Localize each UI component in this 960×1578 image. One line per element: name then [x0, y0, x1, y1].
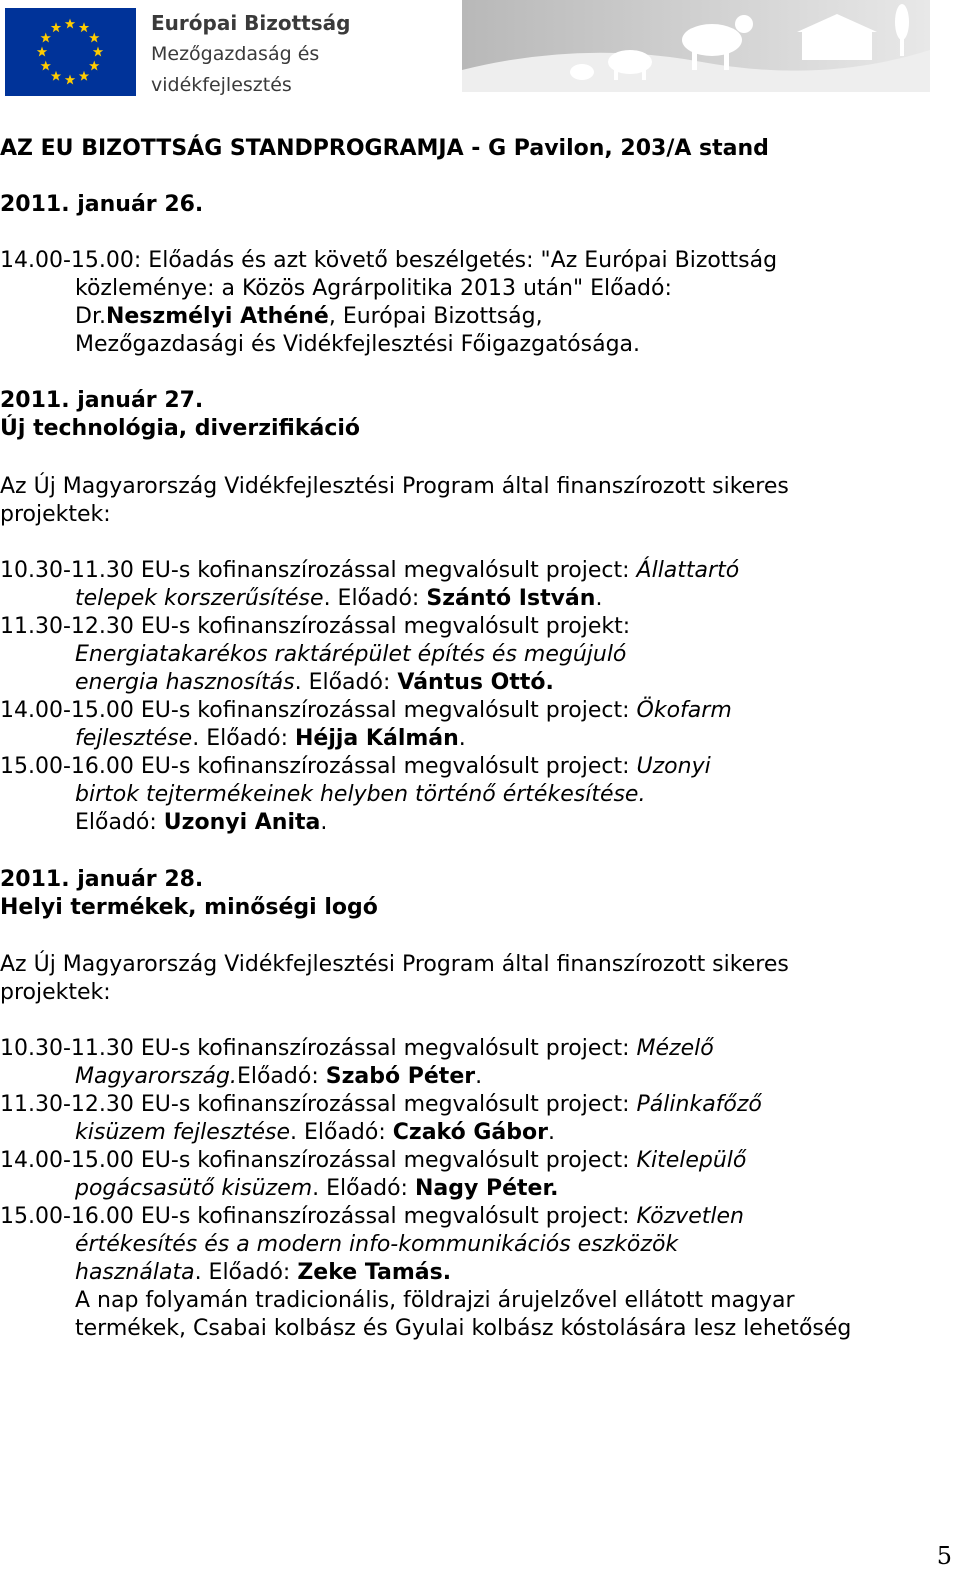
day3-note-line2: termékek, Csabai kolbász és Gyulai kolbász kóstolására lesz lehetőség [75, 1316, 852, 1341]
project-title: energia hasznosítás [75, 670, 295, 695]
day1-item1-line2: közleménye: a Közös Agrárpolitika 2013 után" Előadó: [75, 276, 672, 301]
project-title: fejlesztése [75, 726, 193, 751]
speaker-name: Uzonyi Anita [163, 810, 321, 835]
page-header [0, 0, 960, 100]
day3-item4-line1 [0, 1203, 744, 1231]
day3-item4-line2: értékesítés és a modern info-kommunikációs eszközök [75, 1232, 679, 1257]
text: , Európai Bizottság, [328, 304, 543, 329]
speaker-name: Szántó István [426, 586, 596, 611]
day1-date: 2011. január 26. [0, 192, 204, 217]
day3-note-line1: A nap folyamán tradicionális, földrajzi árujelzővel ellátott magyar [75, 1288, 795, 1313]
text: 14.00-15.00 EU-s kofinanszírozással megvalósult project: [0, 1148, 637, 1173]
day2-intro-line2: projektek: [0, 502, 111, 527]
text: . [548, 1120, 555, 1145]
day1-item1-line1: 14.00-15.00: Előadás és azt követő beszélgetés: "Az Európai Bizottság [0, 248, 778, 273]
text: . Előadó: [323, 586, 427, 611]
project-title: Közvetlen [636, 1204, 744, 1229]
org-line-1: Európai Bizottság [151, 11, 351, 35]
eu-flag-logo [5, 8, 136, 96]
day3-intro-line1: Az Új Magyarország Vidékfejlesztési Program által finanszírozott sikeres [0, 952, 789, 977]
day1-item1-line3 [75, 303, 543, 331]
project-title: telepek korszerűsítése [75, 586, 324, 611]
text: . Előadó: [294, 670, 398, 695]
day3-item4-line3 [75, 1259, 451, 1287]
day2-item1-line2 [75, 585, 602, 613]
speaker-name: Nagy Péter. [414, 1176, 559, 1201]
day3-item2-line1 [0, 1091, 762, 1119]
text: . Előadó: [194, 1260, 298, 1285]
organization-name [151, 8, 350, 101]
page-number: 5 [936, 1542, 952, 1570]
day2-intro-line1: Az Új Magyarország Vidékfejlesztési Program által finanszírozott sikeres [0, 474, 789, 499]
project-title: használata [75, 1260, 195, 1285]
text: . Előadó: [289, 1120, 393, 1145]
project-title: Állattartó [636, 558, 740, 583]
day2-item4-line2: birtok tejtermékeinek helyben történő értékesítése. [75, 782, 646, 807]
speaker-name: Héjja Kálmán [295, 726, 459, 751]
project-title: Ökofarm [636, 698, 732, 723]
day3-subtitle: Helyi termékek, minőségi logó [0, 895, 378, 920]
text: 10.30-11.30 EU-s kofinanszírozással megvalósult project: [0, 558, 637, 583]
project-title: kisüzem fejlesztése [75, 1120, 290, 1145]
speaker-name: Neszmélyi Athéné [105, 304, 329, 329]
text: . [458, 726, 466, 751]
day2-item4-line1 [0, 753, 711, 781]
day2-item2-line3 [75, 669, 554, 697]
day1-item1-line4: Mezőgazdasági és Vidékfejlesztési Főigazgatósága. [75, 332, 641, 357]
day2-date: 2011. január 27. [0, 388, 204, 413]
speaker-name: Czakó Gábor [392, 1120, 548, 1145]
text: . [595, 586, 603, 611]
project-title: Mézelő [636, 1036, 714, 1061]
text: Előadó: [75, 810, 164, 835]
day2-item1-line1 [0, 557, 739, 585]
day2-item3-line1 [0, 697, 732, 725]
text: Dr. [75, 304, 106, 329]
org-line-3: vidékfejlesztés [151, 74, 292, 96]
day3-item3-line1 [0, 1147, 746, 1175]
speaker-name: Szabó Péter [325, 1064, 476, 1089]
text: . Előadó: [312, 1176, 415, 1201]
text: . [320, 810, 328, 835]
day2-item2-line2: Energiatakarékos raktárépület építés és megújuló [75, 642, 627, 667]
org-line-2: Mezőgazdaság és [151, 43, 320, 65]
project-title: Pálinkafőző [636, 1092, 762, 1117]
day2-item3-line2 [75, 725, 466, 753]
text: 15.00-16.00 EU-s kofinanszírozással megvalósult project: [0, 754, 637, 779]
day3-item1-line2 [75, 1063, 482, 1091]
text: 14.00-15.00 EU-s kofinanszírozással megvalósult project: [0, 698, 637, 723]
day2-item2-line1: 11.30-12.30 EU-s kofinanszírozással megvalósult projekt: [0, 614, 631, 639]
project-title: Uzonyi [636, 754, 711, 779]
day2-subtitle: Új technológia, diverzifikáció [0, 416, 361, 441]
speaker-name: Vántus Ottó. [397, 670, 554, 695]
day2-item4-line3 [75, 809, 327, 837]
text: 11.30-12.30 EU-s kofinanszírozással megvalósult project: [0, 1092, 637, 1117]
text: . [475, 1064, 483, 1089]
day3-item2-line2 [75, 1119, 555, 1147]
page-title: AZ EU BIZOTTSÁG STANDPROGRAMJA - G Pavilon, 203/A stand [0, 136, 769, 161]
day3-item3-line2 [75, 1175, 559, 1203]
farm-animals-banner [462, 0, 930, 92]
text: 15.00-16.00 EU-s kofinanszírozással megvalósult project: [0, 1204, 637, 1229]
day3-intro-line2: projektek: [0, 980, 111, 1005]
day3-date: 2011. január 28. [0, 867, 204, 892]
day3-item1-line1 [0, 1035, 714, 1063]
speaker-name: Zeke Tamás. [297, 1260, 452, 1285]
project-title: Magyarország. [75, 1064, 237, 1089]
project-title: Kitelepülő [636, 1148, 747, 1173]
text: . Előadó: [192, 726, 295, 751]
text: Előadó: [236, 1064, 326, 1089]
text: 10.30-11.30 EU-s kofinanszírozással megvalósult project: [0, 1036, 637, 1061]
project-title: pogácsasütő kisüzem [75, 1176, 313, 1201]
